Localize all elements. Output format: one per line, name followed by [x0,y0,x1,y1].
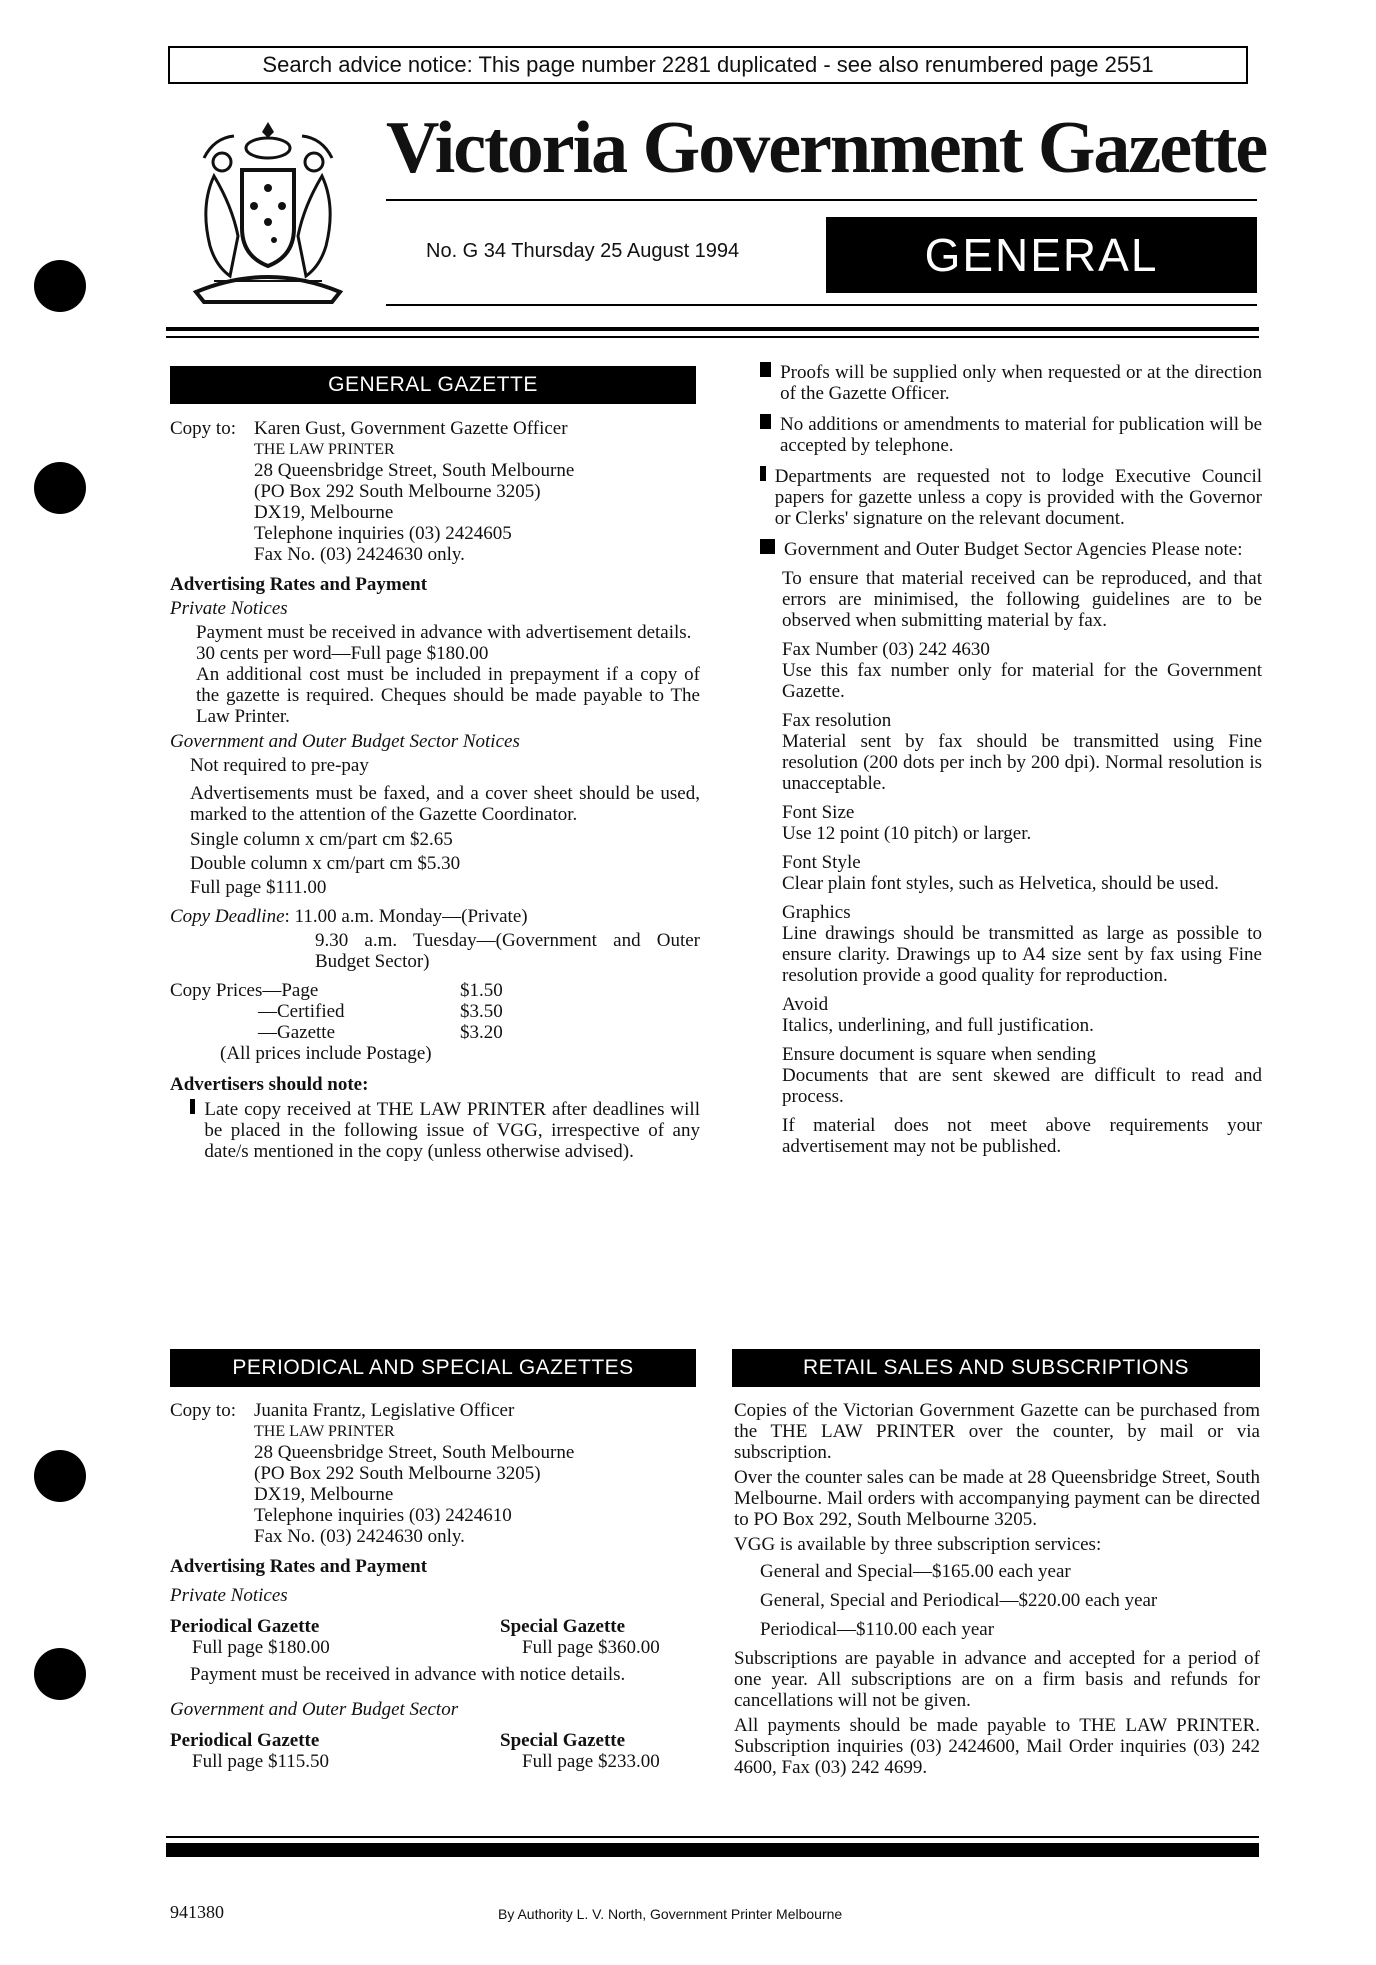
copy-to-block [170,418,700,565]
guideline-head: Font Style [782,852,861,873]
guideline-body: Material sent by fax should be transmitted using Fine resolution (200 dots per inch by 200 dpi). Normal resolution is unacceptable. [782,731,1262,794]
copy-prices [170,980,700,1064]
punch-hole [34,1450,86,1502]
private-line: An additional cost must be included in prepayment if a copy of the gazette is required. Cheques should be made payable to The Law Printer. [196,664,700,727]
bullet-square-icon [760,414,771,429]
periodical-gazettes-header: PERIODICAL AND SPECIAL GAZETTES [170,1349,696,1387]
gov-line: Full page $111.00 [190,877,327,898]
general-label: GENERAL [826,217,1257,293]
issue-line: No. G 34 Thursday 25 August 1994 [426,240,740,262]
gov-line: Double column x cm/part cm $5.30 [190,853,461,874]
special-price: Full page $233.00 [522,1751,660,1772]
retail-paragraph: Copies of the Victorian Government Gazette can be purchased from the THE LAW PRINTER over the counter, by mail or via subscription. [734,1400,1260,1463]
guideline [782,639,1262,702]
address-line: Juanita Frantz, Legislative Officer [254,1400,515,1421]
bullet-text: Departments are requested not to lodge Executive Council papers for gazette unless a copy is provided with the Governor or Clerks' signature on the relevant document. [774,466,1262,529]
bullet-text: Proofs will be supplied only when requested or at the direction of the Gazette Officer. [780,362,1262,404]
address-line: THE LAW PRINTER [254,441,395,458]
footer-code: 941380 [170,1902,224,1922]
bullet-text: Government and Outer Budget Sector Agencies Please note: [784,539,1243,560]
copy-to-address [254,1400,574,1547]
guidelines-intro: To ensure that material received can be reproduced, and that errors are minimised, the following guidelines are to be observed when submitting material by fax. [782,568,1262,631]
guideline-body: Use this fax number only for material for the Government Gazette. [782,660,1262,702]
gov-line: Not required to pre-pay [190,755,369,776]
deadline-government: 9.30 a.m. Tuesday—(Government and Outer Budget Sector) [315,930,700,972]
price-label: —Certified [258,1001,345,1022]
special-gazette-label: Special Gazette [500,1730,626,1751]
guideline-head: Ensure document is square when sending [782,1044,1096,1065]
private-notices-heading: Private Notices [170,1585,288,1606]
price-value: $1.50 [460,980,503,1001]
top-thin-rule [166,336,1259,338]
footer-authority: By Authority L. V. North, Government Printer Melbourne [498,1906,843,1922]
gov-sector-heading: Government and Outer Budget Sector [170,1699,459,1720]
copy-to-label: Copy to: [170,418,236,439]
guideline-body: Clear plain font styles, such as Helvetica, should be used. [782,873,1219,894]
guidelines-closing: If material does not meet above requirements your advertisement may not be published. [782,1115,1262,1157]
rates-heading: Advertising Rates and Payment [170,574,428,595]
price-value: $3.20 [460,1022,503,1043]
special-price: Full page $360.00 [522,1637,660,1658]
gazette-title: Victoria Government Gazette [386,107,1267,189]
bullet-square-icon [760,362,771,377]
copy-to-address [254,418,574,565]
masthead-rule-lower [386,304,1257,306]
advertisers-note [170,1099,700,1162]
guideline-head: Avoid [782,994,829,1015]
guideline-head: Fax Number (03) 242 4630 [782,639,990,660]
special-gazette-label: Special Gazette [500,1616,626,1637]
address-line: DX19, Melbourne [254,1484,394,1505]
search-advice-notice: Search advice notice: This page number 2281 duplicated - see also renumbered page 2551 [168,46,1248,84]
guideline-head: Graphics [782,902,851,923]
copy-to-label: Copy to: [170,1400,236,1421]
retail-paragraph: All payments should be made payable to THE LAW PRINTER. Subscription inquiries (03) 2424600, Mail Order inquiries (03) 242 4600, Fax (03) 242 4699. [734,1715,1260,1778]
address-line: Telephone inquiries (03) 2424610 [254,1505,512,1526]
general-gazette-header: GENERAL GAZETTE [170,366,696,404]
prices-note: (All prices include Postage) [220,1043,432,1064]
guideline-body: Documents that are sent skewed are difficult to read and process. [782,1065,1262,1107]
address-line: (PO Box 292 South Melbourne 3205) [254,1463,541,1484]
guideline-body: Italics, underlining, and full justification. [782,1015,1094,1036]
address-line: Fax No. (03) 2424630 only. [254,1526,465,1547]
bottom-thick-rule [166,1843,1259,1857]
private-notices-heading: Private Notices [170,598,288,619]
guideline [782,902,1262,986]
periodical-gazette-label: Periodical Gazette [170,1730,320,1751]
subscription-service: Periodical—$110.00 each year [760,1619,995,1640]
punch-hole [34,260,86,312]
guideline-head: Font Size [782,802,855,823]
bullet-text: No additions or amendments to material for publication will be accepted by telephone. [779,414,1262,456]
address-line: Karen Gust, Government Gazette Officer [254,418,568,439]
general-gazette-section [170,418,700,1172]
address-line: Fax No. (03) 2424630 only. [254,544,465,565]
address-line: 28 Queensbridge Street, South Melbourne [254,460,575,481]
advertisers-heading: Advertisers should note: [170,1074,369,1095]
guideline [782,852,1262,894]
periodical-gazette-label: Periodical Gazette [170,1616,320,1637]
fax-guidelines-section [760,362,1262,1157]
private-line: Payment must be received in advance with advertisement details. [196,622,692,643]
private-rates-row [170,1616,700,1658]
masthead-rule [386,199,1257,201]
copy-to-block [170,1400,700,1547]
deadline-label: Copy Deadline [170,906,285,927]
address-line: THE LAW PRINTER [254,1423,395,1440]
gov-notices-heading: Government and Outer Budget Sector Notices [170,731,520,752]
guideline [782,994,1262,1036]
price-label: Copy Prices—Page [170,980,319,1001]
periodical-price: Full page $115.50 [192,1751,330,1772]
coat-of-arms-emblem [184,116,352,306]
top-thick-rule [166,327,1259,331]
retail-paragraph: Over the counter sales can be made at 28 Queensbridge Street, South Melbourne. Mail orders with accompanying payment can be directed to PO Box 292, South Melbourne 3205. [734,1467,1260,1530]
rates-heading: Advertising Rates and Payment [170,1556,428,1577]
guideline-head: Fax resolution [782,710,892,731]
guideline [782,1044,1262,1107]
punch-hole [34,462,86,514]
deadline-private: : 11.00 a.m. Monday—(Private) [284,906,528,927]
bullet-square-icon [760,539,775,554]
price-label: —Gazette [258,1022,336,1043]
subscription-service: General, Special and Periodical—$220.00 each year [760,1590,1158,1611]
retail-sales-header: RETAIL SALES AND SUBSCRIPTIONS [732,1349,1260,1387]
advertisers-note-text: Late copy received at THE LAW PRINTER after deadlines will be placed in the following issue of VGG, irrespective of any date/s mentioned in the copy (unless otherwise advised). [204,1099,700,1162]
guideline [782,802,1262,844]
address-line: (PO Box 292 South Melbourne 3205) [254,481,541,502]
address-line: Telephone inquiries (03) 2424605 [254,523,512,544]
copy-deadline [170,906,700,927]
retail-paragraph: VGG is available by three subscription services: [734,1534,1102,1555]
bullet-square-icon [190,1099,195,1114]
address-line: DX19, Melbourne [254,502,394,523]
punch-hole [34,1648,86,1700]
gov-line: Single column x cm/part cm $2.65 [190,829,453,850]
periodical-gazettes-section [170,1400,700,1772]
gov-line: Advertisements must be faxed, and a cover sheet should be used, marked to the attention of the Gazette Coordinator. [190,783,700,825]
guideline-body: Line drawings should be transmitted as large as possible to ensure clarity. Drawings up to A4 size sent by fax using Fine resolution provide a good quality for reproduction. [782,923,1262,986]
subscription-service: General and Special—$165.00 each year [760,1561,1071,1582]
guideline-body: Use 12 point (10 pitch) or larger. [782,823,1032,844]
retail-sales-section [734,1400,1260,1778]
bottom-thin-rule [166,1836,1259,1838]
bullet-square-icon [760,466,766,481]
address-line: 28 Queensbridge Street, South Melbourne [254,1442,575,1463]
retail-paragraph: Subscriptions are payable in advance and accepted for a period of one year. All subscriptions are on a firm basis and refunds for cancellations will not be given. [734,1648,1260,1711]
gov-rates-row [170,1730,700,1772]
private-line: 30 cents per word—Full page $180.00 [196,643,489,664]
periodical-price: Full page $180.00 [192,1637,330,1658]
price-value: $3.50 [460,1001,503,1022]
private-payment-note: Payment must be received in advance with notice details. [190,1664,626,1685]
guideline [782,710,1262,794]
